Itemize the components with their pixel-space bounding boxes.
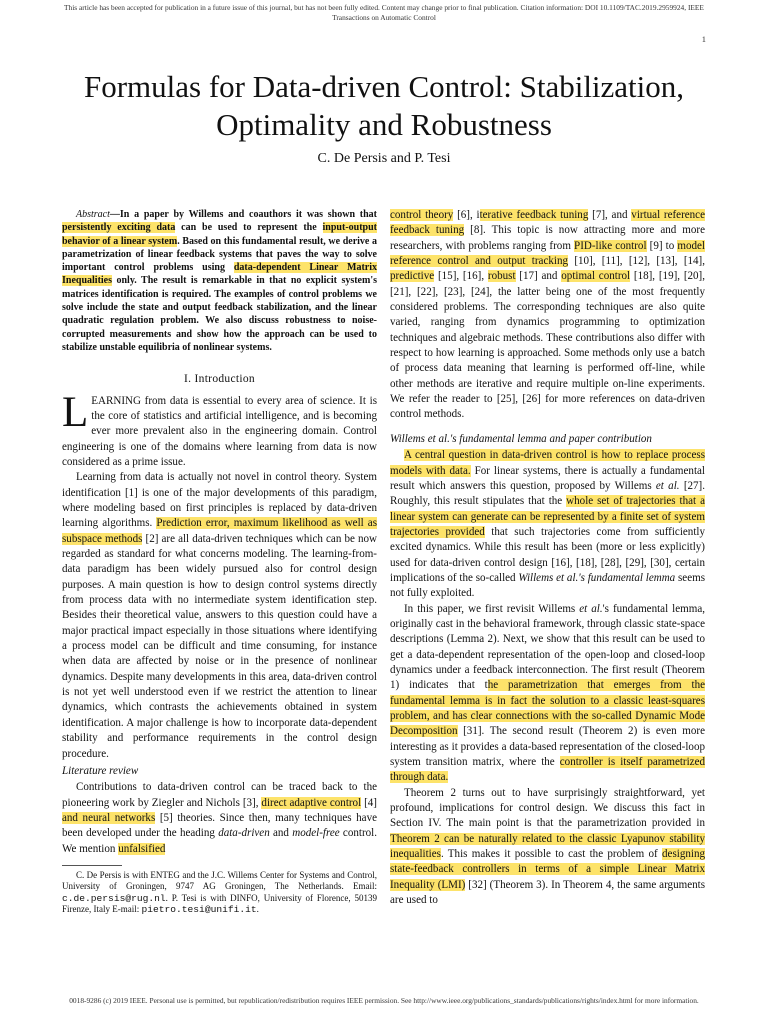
journal-notice-line1: This article has been accepted for publication in a future issue of this journal, but has not been fully edited. Content may change prior to final publication. Citation information: DOI 10.1109/TAC.2019.2959924, IEEE — [64, 3, 704, 12]
subsection-heading-fundamental-lemma — [390, 432, 705, 447]
highlight: whole set of trajectories that a linear system can generate can be represented by a finite set of system trajectories provided — [390, 495, 705, 538]
intro-paragraph-3 — [62, 780, 377, 857]
paragraph-text: Learning from data is actually not novel in control theory. System identification [1] is one of the major developments of this paradigm, where modeling based on first principles is replaced by data-driven learning algorithms. — [62, 471, 377, 530]
paragraph-text: For linear systems, there is actually a fundamental result which answers this question, proposed by Willems — [390, 464, 705, 492]
footnote-text: . P. Tesi is with DINFO, University of Florence, 50139 Firenze, Italy E-mail: — [62, 892, 377, 915]
footnote-text: . — [256, 904, 259, 915]
paragraph-text: 's fundamental lemma, originally cast in the behavioral framework, through classic state-space descriptions (Lemma 2). Next, we show that this result can be used to get a data-dependent representation of the open-loop and closed-loop dynamics under a feedback interconnection. The first result (Theorem 1) indicates that t — [390, 602, 705, 692]
paragraph-text: [15], [16], — [434, 270, 488, 283]
title-line-1: Formulas for Data-driven Control: Stabilization, — [83, 69, 685, 104]
highlight: input-output behavior of a linear system — [62, 222, 377, 247]
highlight: PID-like control — [574, 239, 647, 252]
abstract-text: . Based on this fundamental result, we derive a parametrization of linear feedback systems that paves the way to solve important control problems using — [62, 235, 378, 274]
paragraph-text: . This makes it possible to cast the problem of — [440, 848, 663, 861]
right-column — [390, 208, 705, 908]
intro-paragraph-2 — [62, 470, 377, 762]
abstract-text: only. The result is remarkable in that no explicit system's matrices identification is required. The examples of control problems we solve include the state and output feedback stabilization, and the linear quadratic regulation problem. We also discuss robustness to noise-corrupted measurements and show how the approach can be used to stabilize unstable equilibria of nonlinear systems. — [62, 275, 377, 353]
paragraph-text: Contributions to data-driven control can be traced back to the pioneering work by Ziegler and Nichols [3], — [62, 781, 377, 809]
paragraph-text: EARNING from data is essential to every area of science. It is the core of statistics and artificial intelligence, and is becoming ever more prevalent also in the engineering domain. Control engineering is one of the domains where learning from data is now considered as a prime issue. — [62, 394, 377, 468]
highlight: designing state-feedback controllers in terms of a simple Linear Matrix Inequality (LMI) — [390, 848, 705, 891]
paragraph-text: [17] and — [515, 270, 562, 283]
footnote-text: C. De Persis is with ENTEG and the J.C. Willems Center for Systems and Control, University of Groningen, 9747 AG Groningen, The Netherlands. Email: — [62, 869, 377, 892]
highlight: data-dependent Linear Matrix Inequalities — [62, 262, 377, 287]
highlight: robust — [487, 270, 516, 283]
authors: C. De Persis and P. Tesi — [317, 151, 451, 166]
highlight: optimal control — [561, 270, 631, 283]
email-link[interactable]: c.de.persis@rug.nl — [62, 892, 166, 904]
italic-text: et al. — [579, 602, 603, 615]
highlight: he parametrization that emerges from the fundamental lemma is in fact the solution to a classic least-squares problem, and has clear connections with the so-called Dynamic Mode Decomposition — [390, 679, 705, 738]
highlight: unfalsified — [118, 842, 166, 855]
email-link[interactable]: pietro.tesi@unifi.it — [141, 904, 257, 916]
highlight: predictive — [390, 270, 435, 283]
paragraph-text: control. We mention — [62, 827, 377, 855]
abstract-text: —In a paper by Willems and coauthors it was shown that — [109, 209, 377, 220]
highlight: model reference control and output tracking — [390, 239, 705, 268]
paragraph-text: [7], and — [588, 209, 632, 221]
paragraph-text: [6], i — [453, 209, 480, 221]
subhead-text: Willems — [390, 432, 425, 445]
paragraph-text: seems not fully exploited. — [390, 571, 705, 600]
highlight: and neural networks — [62, 811, 156, 824]
paragraph-text: [27]. Roughly, this result stipulates that the — [390, 479, 705, 508]
paragraph-text: [32] (Theorem 3). In Theorem 4, the same arguments are used to — [390, 878, 705, 907]
paragraph-text: [10], [11], [12], [13], [14], — [568, 255, 705, 268]
highlight: persistently exciting data — [62, 222, 176, 234]
intro-paragraph-1 — [62, 388, 377, 471]
abstract — [62, 208, 377, 354]
paragraph-text: [8]. This topic is now attracting more and more researchers, with problems ranging from — [390, 224, 705, 252]
paper-title — [40, 68, 728, 144]
right-paragraph-3 — [390, 602, 705, 786]
paragraph-text: [4] — [361, 796, 377, 809]
subsection-heading-literature-review: Literature review — [62, 764, 139, 777]
subhead-text: 's fundamental lemma and paper contribution — [449, 432, 652, 445]
right-paragraph-1 — [390, 208, 705, 423]
highlight: Theorem 2 can be naturally related to the classic Lyapunov stability inequalities — [390, 832, 705, 861]
highlight: terative feedback tuning — [479, 209, 589, 221]
abstract-text: can be used to represent the — [175, 222, 323, 234]
footnote-rule — [62, 865, 122, 866]
italic-text: Willems et al.'s fundamental lemma — [518, 571, 676, 584]
paragraph-text: that such trajectories come from sufficiently excited dynamics. While this result has been (more or less explicitly) used for data-driven control design [16], [18], [28], [29], [30], certain implications of the so-called — [390, 525, 705, 584]
left-column — [62, 208, 377, 916]
paragraph-text: [18], [19], [20], [21], [22], [23], [24], the latter being one of the most frequently considered problems. The corresponding techniques are also quite varied, ranging from dynamics programming to optimization techniques and algebraic methods. These contributions also differ with respect to how learning is approached. Some methods only use a batch of process data meaning that learning is performed off-line, while other methods are iterative and require multiple on-line experiments. We refer the reader to [25], [26] for more references on data-driven control methods. — [390, 270, 705, 421]
title-line-2: Optimality and Robustness — [216, 107, 552, 142]
copyright-footer: 0018-9286 (c) 2019 IEEE. Personal use is permitted, but republication/redistribution requires IEEE permission. See http://www.ieee.org/publications_standards/publications/rights/index.html for more information. — [69, 996, 699, 1005]
author-footnote — [62, 870, 377, 916]
highlight: virtual reference feedback tuning — [390, 209, 705, 237]
italic-text: data-driven — [218, 827, 270, 840]
journal-notice — [20, 3, 748, 23]
right-paragraph-2 — [390, 448, 705, 601]
highlight: Prediction error, maximum likelihood as well as subspace methods — [62, 517, 377, 545]
paragraph-text: Theorem 2 turns out to have surprisingly straightforward, yet profound, implications for control design. We discuss this fact in Section IV. The main point is that the parametrization provided in — [390, 786, 705, 830]
page-number: 1 — [701, 34, 706, 44]
right-paragraph-4 — [390, 786, 705, 909]
highlight: A central question in data-driven control is how to replace process models with data. — [390, 449, 705, 477]
italic-text: model-free — [292, 827, 340, 840]
abstract-lead: Abstract — [76, 209, 110, 220]
paragraph-text: and — [269, 827, 293, 840]
paragraph-text: [2] are all data-driven techniques which can be now regarded as standard for what concerns modeling. The learning-from-data paradigm has been widely pursued also for control design purposes. A main question is how to design control systems directly from process data with no intermediate system identification step. Besides their theoretical value, answers to this question could have a major practical impact especially in those situations where identifying a process model can be difficult and time consuming, for instance when data are affected by noise or in the presence of nonlinear dynamics. Despite many developments in this area, data-driven control is not yet well understood even if we restrict the attention to linear dynamics, which contrasts the achievements obtained in system identification. A major challenge is how to incorporate data-dependent stability and performance requirements in the control design procedure. — [62, 532, 377, 760]
highlight: control theory — [390, 209, 454, 221]
journal-notice-line2: Transactions on Automatic Control — [332, 13, 436, 22]
paragraph-text: [5] theories. Since then, many techniques have been developed under the heading — [62, 811, 377, 840]
subhead-text: et al. — [424, 432, 450, 445]
drop-cap: L — [62, 388, 89, 436]
paragraph-text: In this paper, we first revisit Willems — [404, 602, 580, 615]
italic-text: et al. — [655, 479, 680, 492]
highlight: controller is itself parametrized through data. — [390, 756, 705, 784]
section-heading-introduction: I. Introduction — [184, 373, 255, 386]
paragraph-text: [9] to — [646, 239, 678, 252]
paragraph-text: [31]. The second result (Theorem 2) is even more interesting as it provides a data-based representation of the closed-loop system transition matrix, where the — [390, 725, 705, 769]
highlight: direct adaptive control — [261, 796, 362, 809]
